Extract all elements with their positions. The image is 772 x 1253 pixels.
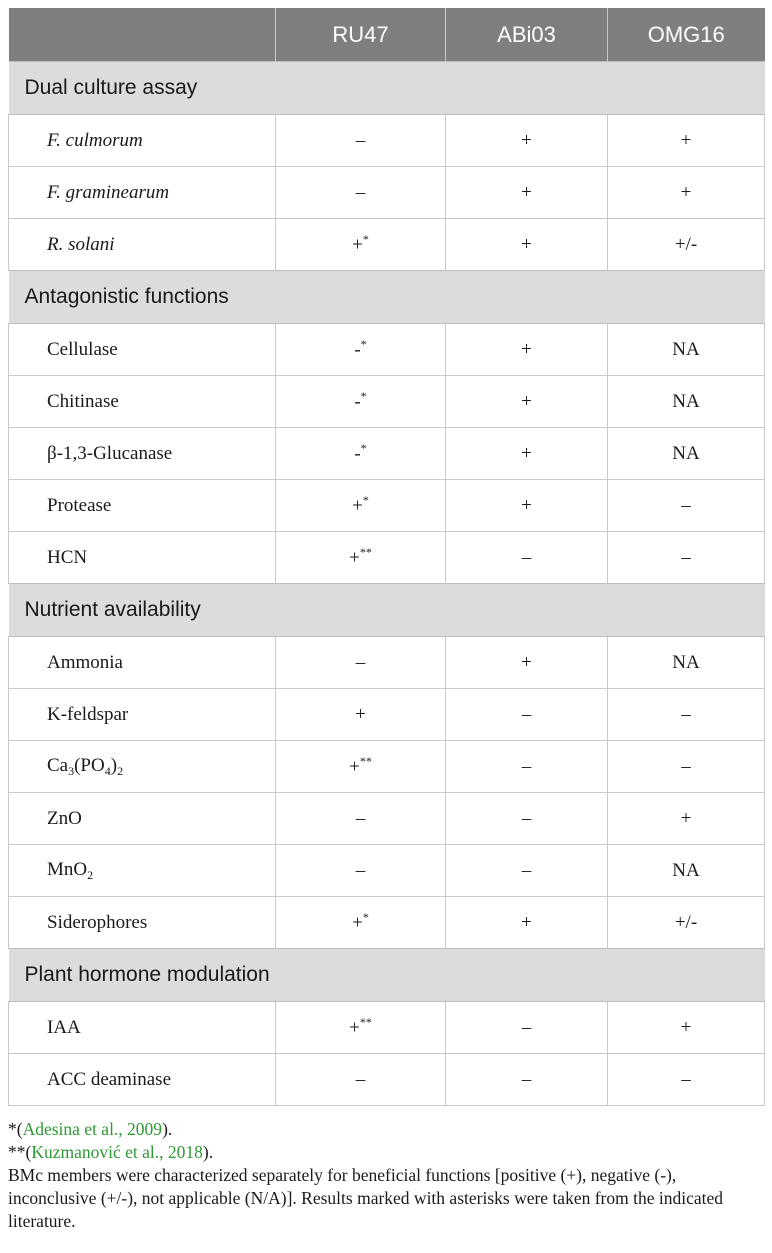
cell-abi03: + <box>446 480 608 532</box>
footnote-3: BMc members were characterized separately for beneficial functions [positive (+), negative (-), inconclusive (+/-), not applicable (N/A)]. Results marked with asterisks were taken from the indicated literature. <box>8 1165 723 1231</box>
table-row <box>9 324 765 376</box>
cell-abi03: + <box>446 167 608 219</box>
cell-ru47: – <box>276 793 446 845</box>
row-label: Cellulase <box>9 324 276 376</box>
cell-abi03: – <box>446 741 608 793</box>
section-header <box>9 949 765 1002</box>
footnote-suffix: ). <box>202 1142 214 1162</box>
header-row <box>9 8 765 62</box>
section-title: Plant hormone modulation <box>9 949 765 1002</box>
row-label: ACC deaminase <box>9 1054 276 1106</box>
cell-abi03: + <box>446 376 608 428</box>
table-footnotes <box>8 1118 768 1233</box>
cell-omg16: + <box>608 167 765 219</box>
cell-ru47: -* <box>276 376 446 428</box>
table-row <box>9 741 765 793</box>
table-row <box>9 897 765 949</box>
section-title: Nutrient availability <box>9 584 765 637</box>
row-label: $Ca_3(PO_4)_2$ <box>9 741 276 793</box>
row-label: ZnO <box>9 793 276 845</box>
cell-ru47: +* <box>276 219 446 271</box>
cell-ru47: +* <box>276 480 446 532</box>
header-abi03: ABi03 <box>446 8 608 62</box>
cell-ru47: +* <box>276 897 446 949</box>
row-label: F. graminearum <box>9 167 276 219</box>
section-header <box>9 584 765 637</box>
cell-ru47: – <box>276 167 446 219</box>
cell-omg16: – <box>608 480 765 532</box>
cell-omg16: +/- <box>608 219 765 271</box>
table-row <box>9 1054 765 1106</box>
row-label: R. solani <box>9 219 276 271</box>
cell-abi03: + <box>446 219 608 271</box>
citation-link[interactable]: Adesina et al., 2009 <box>22 1119 163 1139</box>
cell-abi03: + <box>446 637 608 689</box>
cell-omg16: – <box>608 689 765 741</box>
footnote-1 <box>8 1118 768 1141</box>
cell-omg16: + <box>608 793 765 845</box>
cell-abi03: – <box>446 1054 608 1106</box>
row-label: IAA <box>9 1002 276 1054</box>
cell-ru47: +** <box>276 532 446 584</box>
cell-abi03: + <box>446 115 608 167</box>
cell-abi03: – <box>446 1002 608 1054</box>
results-table <box>8 8 765 1106</box>
section-title: Antagonistic functions <box>9 271 765 324</box>
header-ru47: RU47 <box>276 8 446 62</box>
section-header <box>9 271 765 324</box>
cell-ru47: +** <box>276 1002 446 1054</box>
table-row <box>9 115 765 167</box>
cell-omg16: NA <box>608 376 765 428</box>
row-label: Protease <box>9 480 276 532</box>
cell-ru47: + <box>276 689 446 741</box>
table-row <box>9 480 765 532</box>
row-label: Chitinase <box>9 376 276 428</box>
section-header <box>9 62 765 115</box>
row-label: HCN <box>9 532 276 584</box>
row-label: K-feldspar <box>9 689 276 741</box>
row-label: Siderophores <box>9 897 276 949</box>
cell-ru47: +** <box>276 741 446 793</box>
table-row <box>9 1002 765 1054</box>
header-blank <box>9 8 276 62</box>
table-row <box>9 376 765 428</box>
row-label: Ammonia <box>9 637 276 689</box>
row-label: MnO$_2$ <box>9 845 276 897</box>
table-row <box>9 428 765 480</box>
cell-omg16: + <box>608 115 765 167</box>
cell-ru47: -* <box>276 428 446 480</box>
header-omg16: OMG16 <box>608 8 765 62</box>
table-row <box>9 689 765 741</box>
section-title: Dual culture assay <box>9 62 765 115</box>
cell-abi03: – <box>446 793 608 845</box>
cell-ru47: – <box>276 637 446 689</box>
cell-omg16: NA <box>608 324 765 376</box>
footnote-2 <box>8 1141 768 1164</box>
cell-abi03: – <box>446 532 608 584</box>
cell-omg16: NA <box>608 637 765 689</box>
footnote-marker: *( <box>8 1119 23 1139</box>
cell-abi03: + <box>446 428 608 480</box>
cell-abi03: – <box>446 689 608 741</box>
table-row <box>9 532 765 584</box>
table-row <box>9 167 765 219</box>
table-row <box>9 637 765 689</box>
cell-abi03: – <box>446 845 608 897</box>
cell-ru47: -* <box>276 324 446 376</box>
cell-omg16: – <box>608 741 765 793</box>
cell-omg16: – <box>608 1054 765 1106</box>
row-label: β-1,3-Glucanase <box>9 428 276 480</box>
row-label: F. culmorum <box>9 115 276 167</box>
table-row <box>9 845 765 897</box>
cell-omg16: NA <box>608 845 765 897</box>
citation-link[interactable]: Kuzmanović et al., 2018 <box>31 1142 203 1162</box>
results-table-container <box>8 8 764 1106</box>
cell-omg16: – <box>608 532 765 584</box>
footnote-marker: **( <box>8 1142 32 1162</box>
cell-omg16: NA <box>608 428 765 480</box>
table-row <box>9 219 765 271</box>
cell-omg16: + <box>608 1002 765 1054</box>
table-row <box>9 793 765 845</box>
cell-ru47: – <box>276 845 446 897</box>
cell-abi03: + <box>446 897 608 949</box>
cell-ru47: – <box>276 115 446 167</box>
cell-ru47: – <box>276 1054 446 1106</box>
cell-abi03: + <box>446 324 608 376</box>
footnote-suffix: ). <box>162 1119 173 1139</box>
cell-omg16: +/- <box>608 897 765 949</box>
